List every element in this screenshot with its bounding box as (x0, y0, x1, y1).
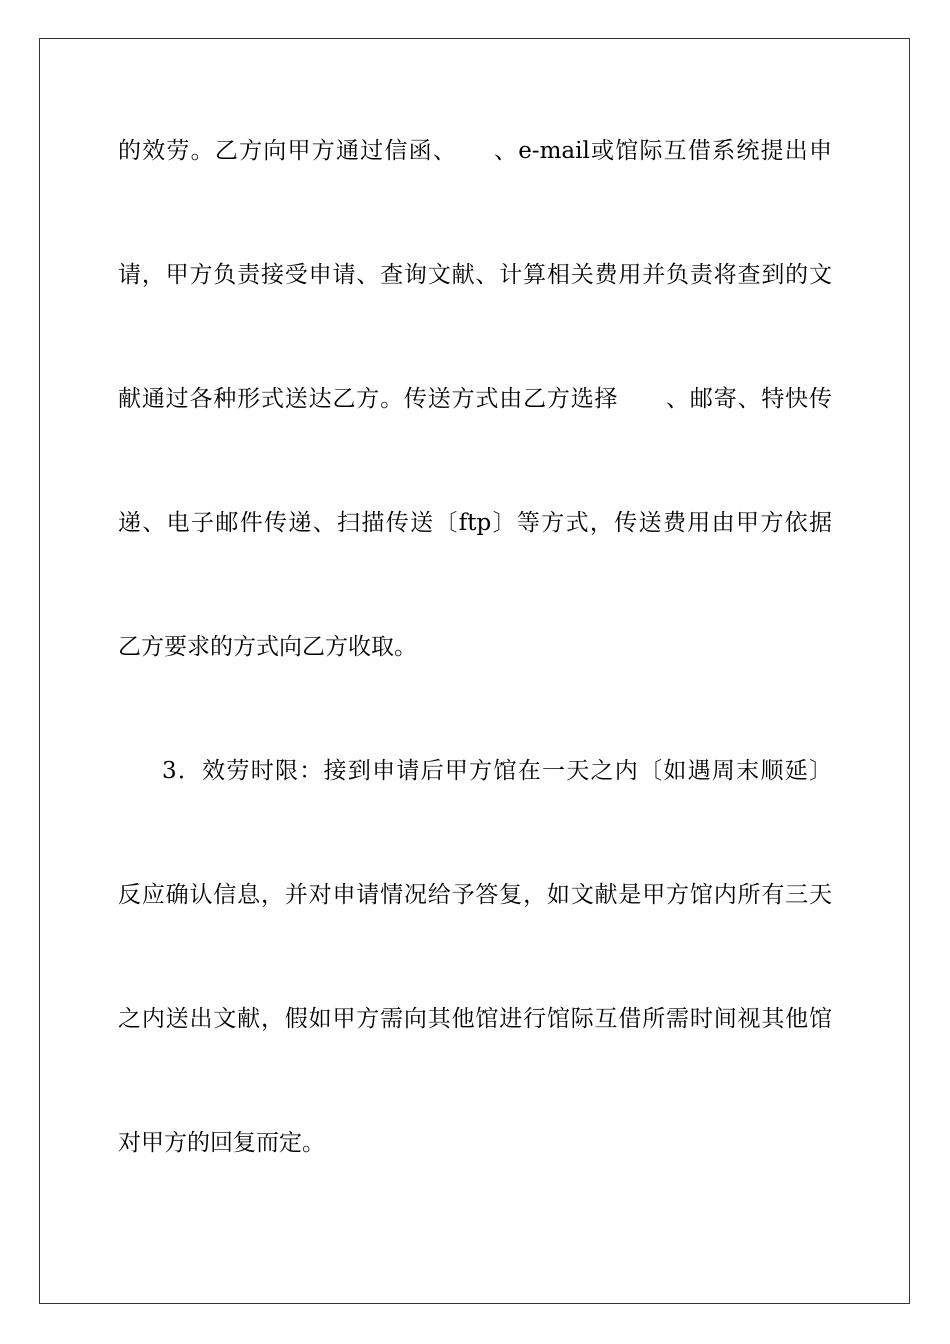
page-border (39, 38, 910, 1304)
paragraph-line: 献通过各种形式送达乙方。传送方式由乙方选择 、邮寄、特快传 (118, 386, 832, 412)
paragraph-line: 请，甲方负责接受申请、查询文献、计算相关费用并负责将查到的文 (118, 262, 832, 288)
paragraph-line: 乙方要求的方式向乙方收取。 (118, 634, 417, 660)
paragraph-line: 递、电子邮件传递、扫描传送〔ftp〕等方式，传送费用由甲方依据 (118, 510, 832, 536)
paragraph-line: 对甲方的回复而定。 (118, 1130, 325, 1156)
paragraph-line: 反应确认信息，并对申请情况给予答复，如文献是甲方馆内所有三天 (118, 882, 832, 908)
paragraph-line: 之内送出文献，假如甲方需向其他馆进行馆际互借所需时间视其他馆 (118, 1006, 832, 1032)
paragraph-line: 的效劳。乙方向甲方通过信函、 、e-mail或馆际互借系统提出申 (118, 138, 832, 164)
section-item-3: 3．效劳时限：接到申请后甲方馆在一天之内〔如遇周末顺延〕 (162, 758, 832, 784)
